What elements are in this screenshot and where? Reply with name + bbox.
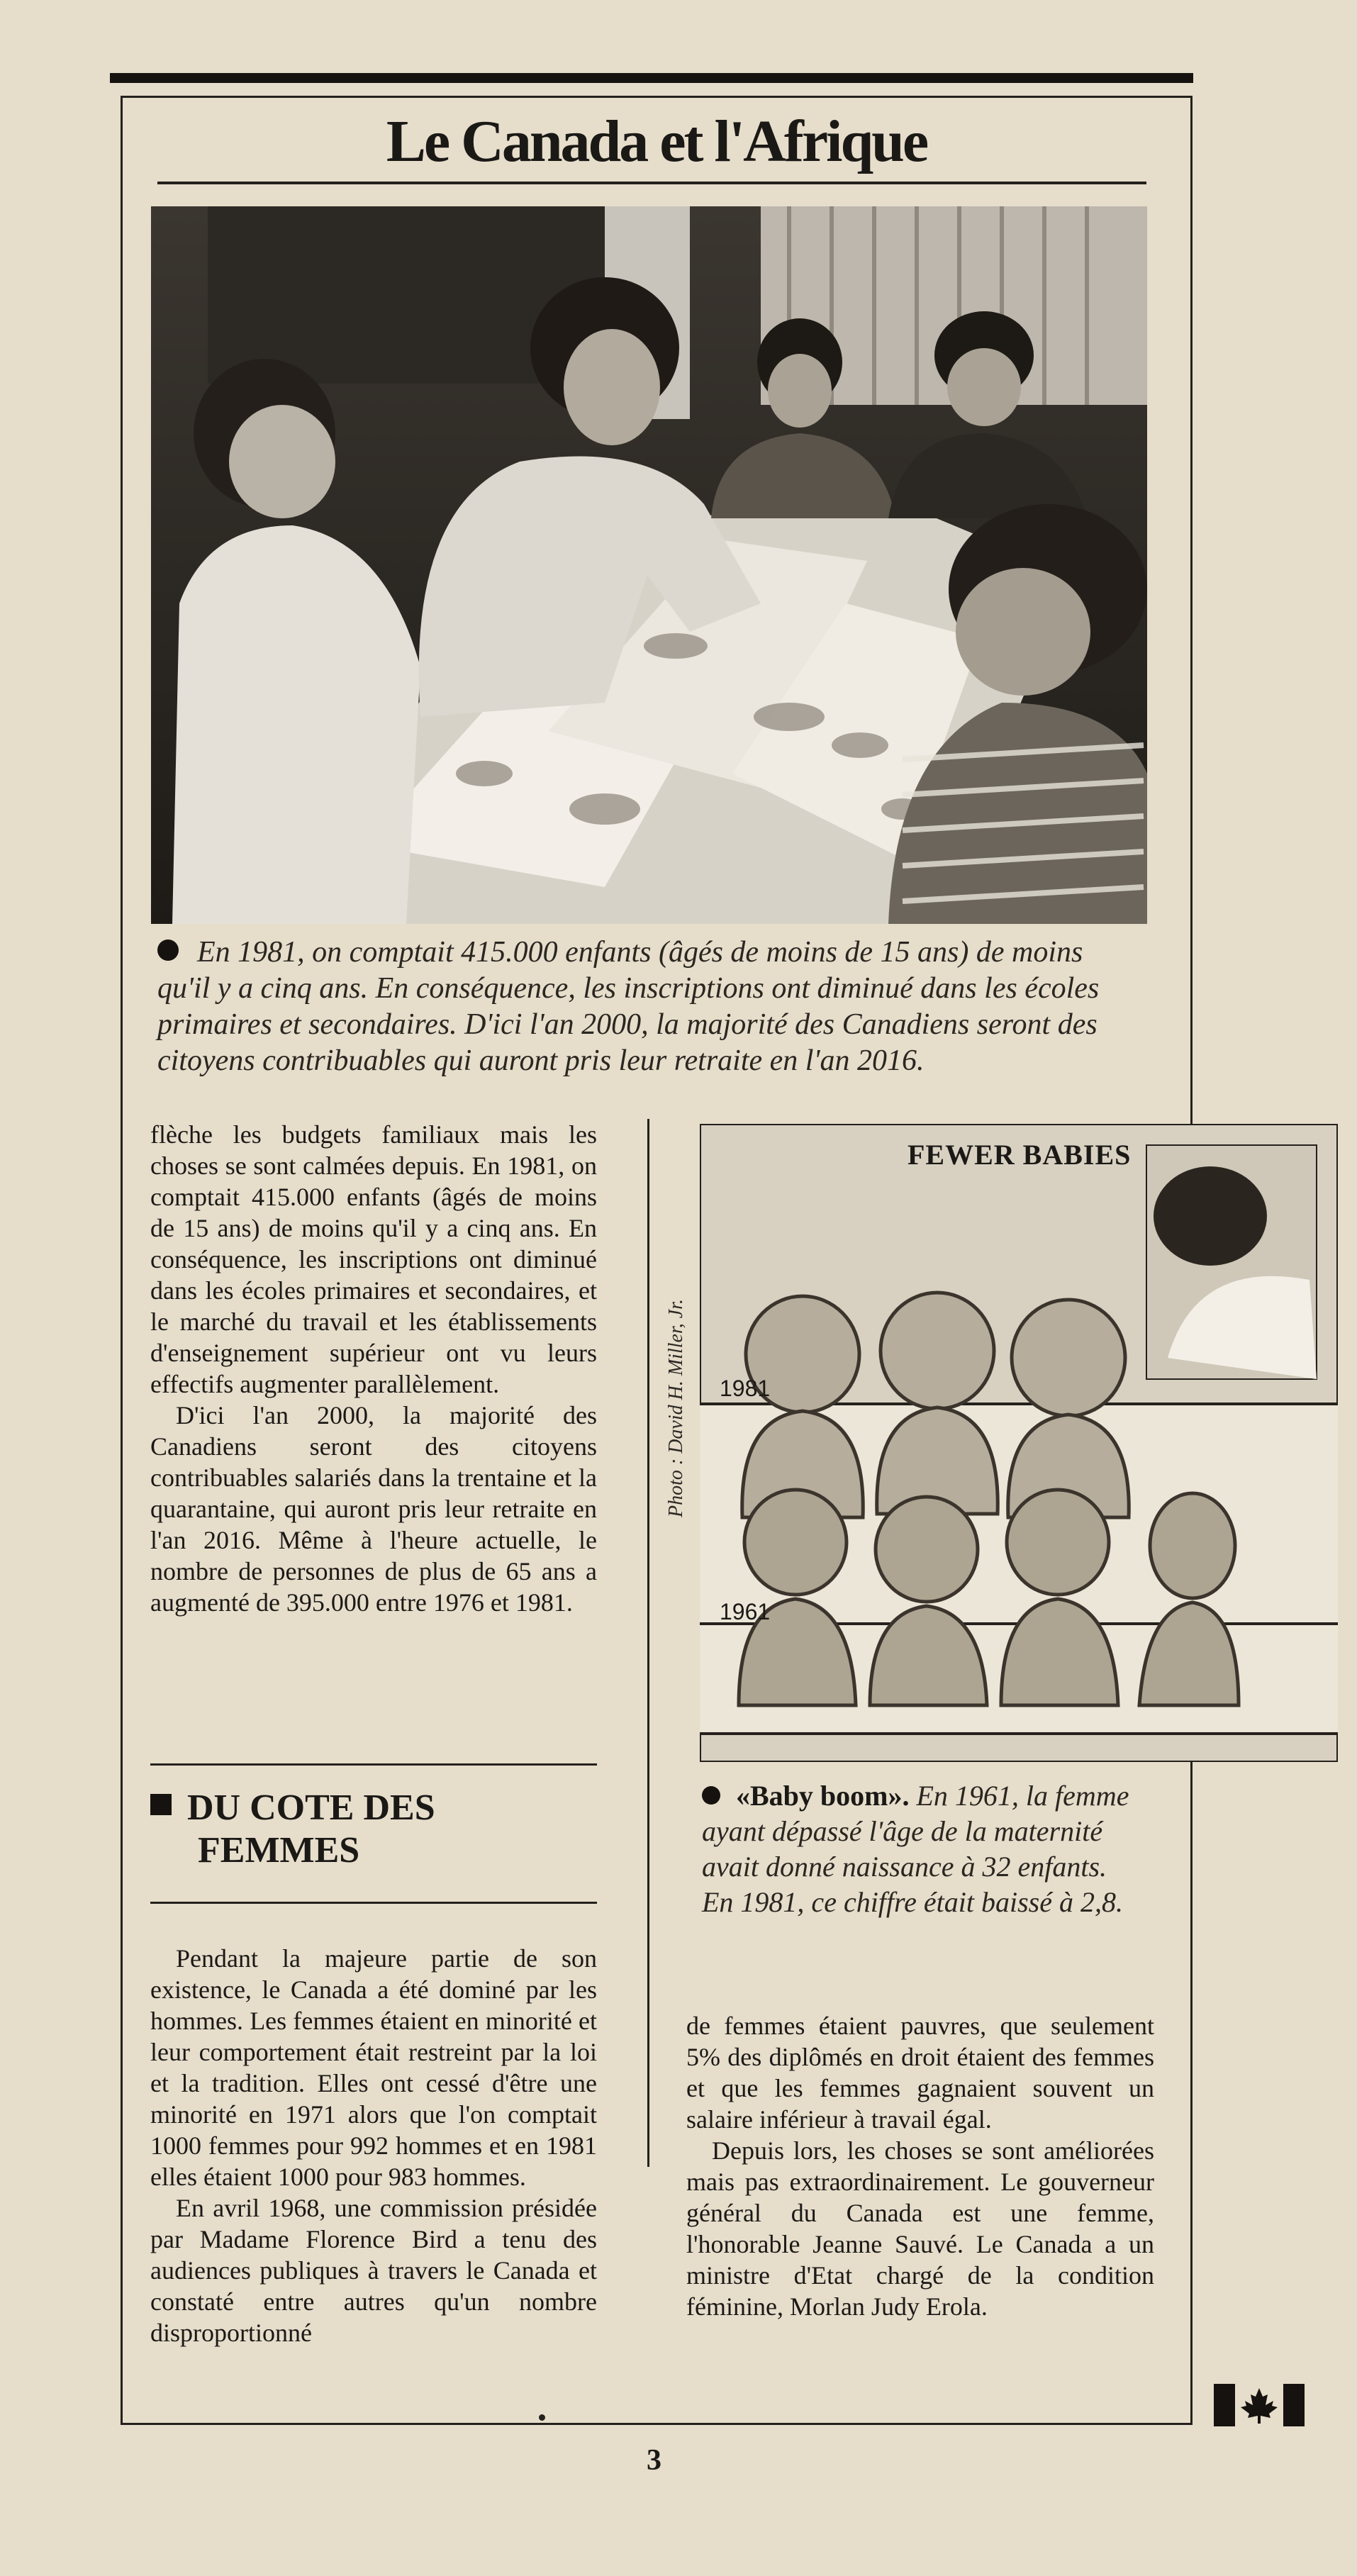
classroom-photo <box>151 206 1147 924</box>
section-rule-bottom <box>150 1902 597 1904</box>
right-column <box>686 2010 1154 2322</box>
left-column <box>150 1119 597 1618</box>
page-title: Le Canada et l'Afrique <box>386 108 927 174</box>
caption-text: En 1961, la femme ayant dépassé l'âge de la maternité avait donné naissance à 32 enfants. En 1981, ce chiffre était baissé à 2,8. <box>702 1780 1129 1918</box>
photo-credit: Photo : David H. Miller, Jr. <box>665 1299 687 1517</box>
paragraph: Pendant la majeure partie de son existence, le Canada a été dominé par les hommes. Les femmes étaient en minorité et leur comportement était restreint par la loi et la tradition. Elles ont cessé d'être une minorité en 1971 alors que l'on comptait 1000 femmes pour 992 hommes et en 1981 elles étaient 1000 pour 983 hommes. <box>150 1944 597 2191</box>
divider-dot <box>539 2414 545 2421</box>
paragraph: En avril 1968, une commission présidée par Madame Florence Bird a tenu des audiences publiques à travers le Canada et constaté entre autres qu'un nombre disproportionné <box>150 2194 597 2347</box>
bullet-icon <box>157 939 179 961</box>
title-rule <box>157 182 1146 184</box>
top-photo-caption <box>157 935 1129 1079</box>
column-divider <box>647 1119 649 2167</box>
paragraph: de femmes étaient pauvres, que seulement 5% des diplômés en droit étaient des femmes et que les femmes gagnaient souvent un salaire inférieur à travail égal. <box>686 2012 1154 2134</box>
section-heading-line2: FEMMES <box>198 1830 360 1870</box>
fewer-babies-chart <box>700 1124 1338 1762</box>
caption-lead: «Baby boom». <box>736 1780 910 1812</box>
year-label-1961: 1961 <box>720 1599 771 1624</box>
year-label-1981: 1981 <box>720 1376 771 1401</box>
section-rule-top <box>150 1763 597 1766</box>
baby-chart-caption <box>702 1778 1141 1920</box>
paragraph: flèche les budgets familiaux mais les choses se sont calmées depuis. En 1981, on comptait 415.000 enfants (âgés de moins de 15 ans) de moins qu'il y a cinq ans. En conséquence, les inscriptions ont diminué dans les écoles primaires et secondaires, et le marché du travail et les établissements d'enseignement supérieur ont vu leurs effectifs augmenter parallèlement. <box>150 1120 597 1398</box>
bullet-icon <box>702 1786 720 1805</box>
section-heading <box>150 1787 597 1872</box>
paragraph: D'ici l'an 2000, la majorité des Canadiens seront des citoyens contribuables salariés dans la trentaine et la quarantaine, qui auront pris leur retraite en l'an 2016. Même à l'heure actuelle, le nombre de personnes de plus de 65 ans a augmenté de 395.000 entre 1976 et 1981. <box>150 1401 597 1617</box>
section-heading-line1: DU COTE DES <box>187 1788 435 1828</box>
canada-flag-icon <box>1214 2382 1305 2428</box>
page-number: 3 <box>647 2444 661 2477</box>
square-bullet-icon <box>150 1794 172 1815</box>
baby-row-1981 <box>742 1293 1129 1517</box>
section-body <box>150 1943 597 2348</box>
top-bar <box>110 73 1193 83</box>
paragraph: Depuis lors, les choses se sont améliorées mais pas extraordinairement. Le gouverneur général du Canada est une femme, l'honorable Jeanne Sauvé. Le Canada a un ministre d'Etat chargé de la condition féminine, Morlan Judy Erola. <box>686 2136 1154 2321</box>
top-photo-caption-text: En 1981, on comptait 415.000 enfants (âgés de moins de 15 ans) de moins qu'il y a cinq ans. En conséquence, les inscriptions ont diminué dans les écoles primaires et secondaires. D'ici l'an 2000, la majorité des Canadiens seront des citoyens contribuables qui auront pris leur retraite en l'an 2016. <box>157 936 1100 1077</box>
chart-title: FEWER BABIES <box>908 1139 1132 1171</box>
